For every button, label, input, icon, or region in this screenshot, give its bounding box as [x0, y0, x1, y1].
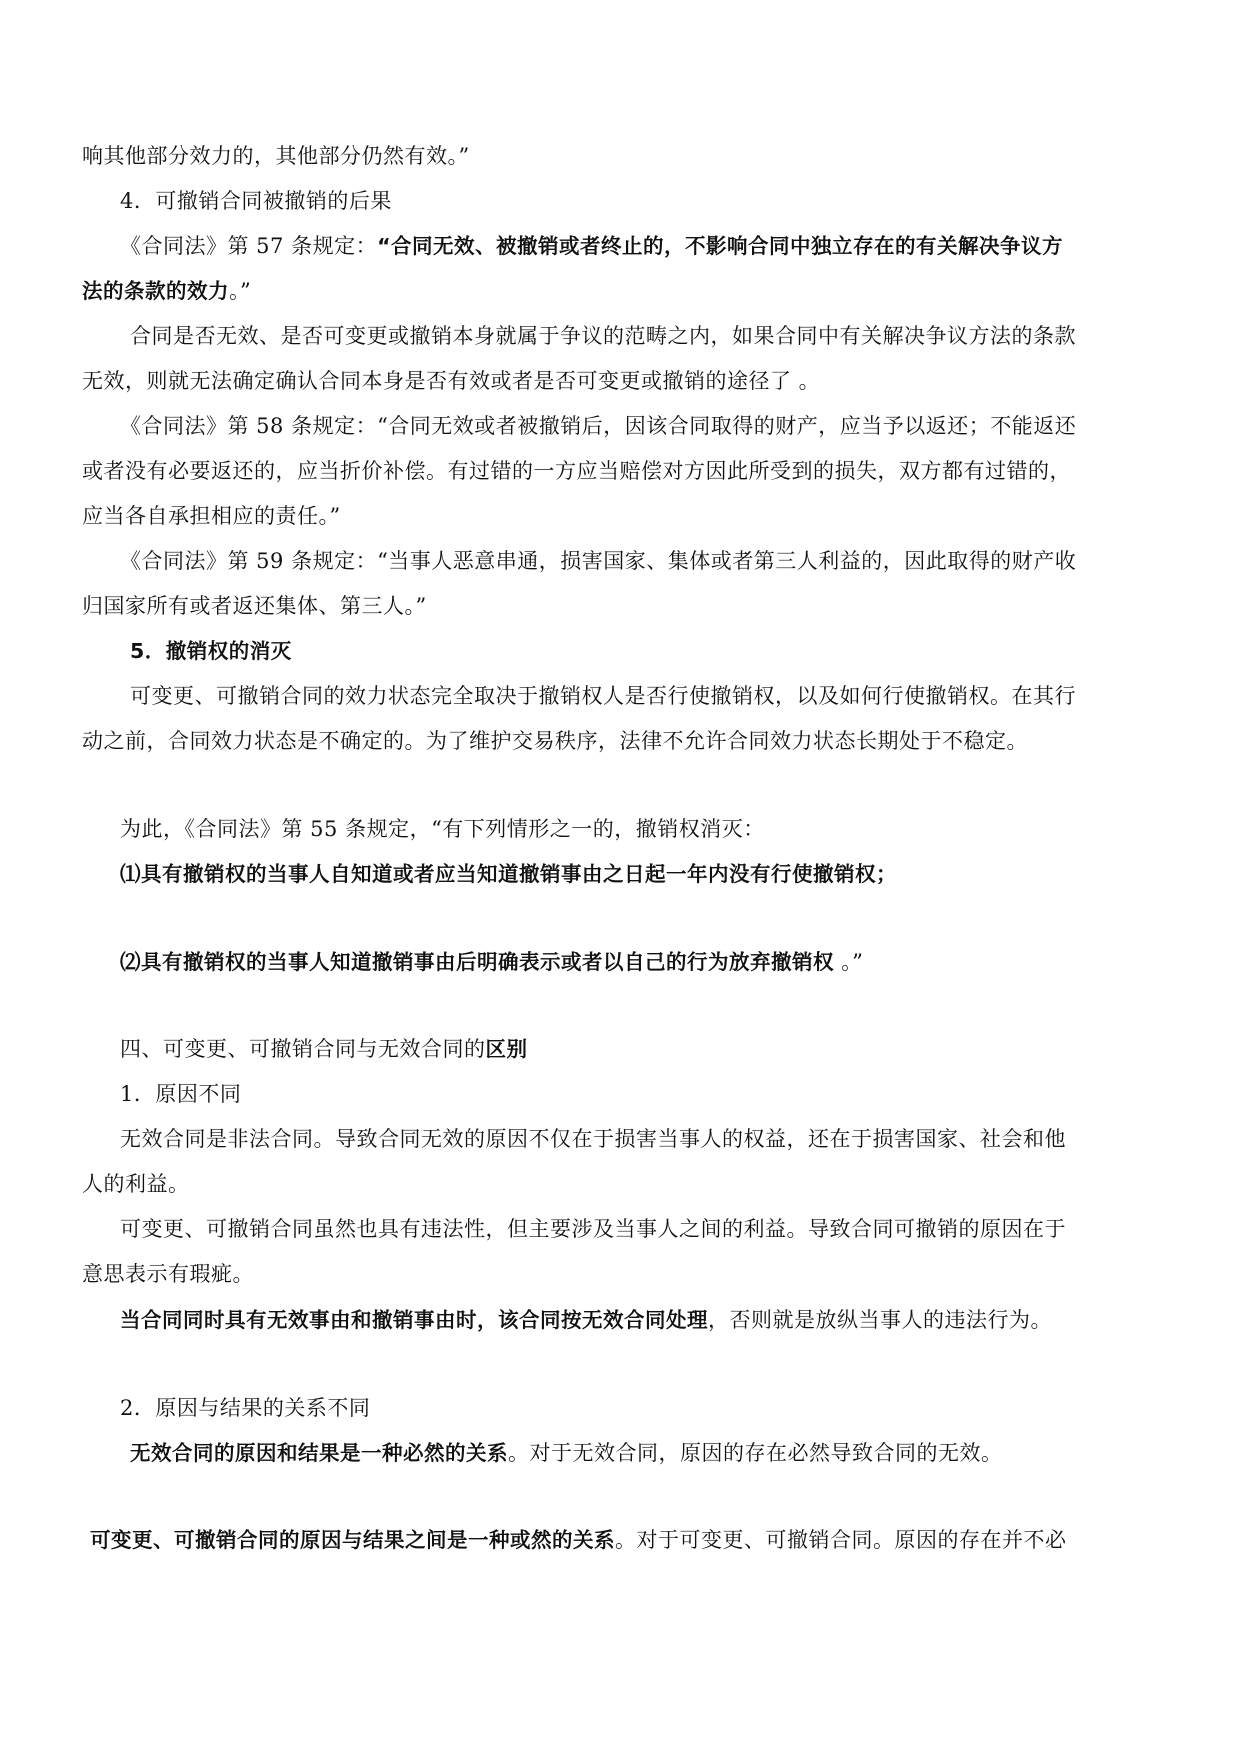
text-run: 可变更、可撤销合同的效力状态完全取决于撤销权人是否行使撤销权，以及如何行使撤销权。在其行 [130, 684, 1076, 708]
text-run: ，否则就是放纵当事人的违法行为。 [708, 1308, 1052, 1332]
text-run: 人的利益。 [82, 1172, 190, 1196]
paragraph-line [120, 411, 1076, 441]
text-run: 。对于无效合同，原因的存在必然导致合同的无效。 [508, 1441, 1003, 1465]
text-run: 归国家所有或者返还集体、第三人。” [82, 594, 427, 618]
paragraph-line [90, 1525, 1067, 1555]
text-run: 响其他部分效力的，其他部分仍然有效。” [82, 144, 470, 168]
section-heading [120, 1079, 241, 1109]
bold-text-run: 当合同同时具有无效事由和撤销事由时，该合同按无效合同处理 [120, 1308, 708, 1332]
text-run: 意思表示有瑕疵。 [82, 1262, 254, 1286]
paragraph-line [130, 321, 1076, 351]
paragraph-line [120, 546, 1076, 576]
text-run: 无效，则就无法确定确认合同本身是否有效或者是否可变更或撤销的途径了 。 [82, 369, 821, 393]
text-run: 应当各自承担相应的责任。” [82, 504, 341, 528]
bold-heading-text: 区别 [485, 1037, 528, 1061]
bold-text-run: 可变更、可撤销合同的原因与结果之间是一种或然的关系 [90, 1528, 615, 1552]
paragraph-line [120, 1214, 1066, 1244]
text-run: 。” [834, 950, 864, 974]
text-run: 合同是否无效、是否可变更或撤销本身就属于争议的范畴之内，如果合同中有关解决争议方法的条款 [130, 324, 1076, 348]
paragraph-line [82, 591, 427, 621]
list-item [120, 859, 897, 889]
bold-text-run: ⑵具有撤销权的当事人知道撤销事由后明确表示或者以自己的行为放弃撤销权 [120, 950, 834, 974]
paragraph-line [82, 1259, 254, 1289]
section-heading [120, 186, 392, 216]
bold-heading-text: 5．撤销权的消灭 [130, 639, 292, 663]
text-run: 动之前，合同效力状态是不确定的。为了维护交易秩序，法律不允许合同效力状态长期处于不稳定。 [82, 729, 1028, 753]
bold-text-run: “合同无效、被撤销或者终止的，不影响合同中独立存在的有关解决争议方 [377, 234, 1064, 258]
bold-text-run: 无效合同的原因和结果是一种必然的关系 [130, 1441, 508, 1465]
paragraph-line [82, 141, 470, 171]
text-run: 或者没有必要返还的，应当折价补偿。有过错的一方应当赔偿对方因此所受到的损失，双方都有过错的， [82, 459, 1071, 483]
paragraph-line [82, 726, 1028, 756]
paragraph-line [82, 456, 1071, 486]
list-item [120, 947, 863, 977]
section-heading [120, 1393, 370, 1423]
heading-text: 4．可撤销合同被撤销的后果 [120, 189, 392, 213]
bold-text-run: ⑴具有撤销权的当事人自知道或者应当知道撤销事由之日起一年内没有行使撤销权； [120, 862, 897, 886]
heading-text: 2．原因与结果的关系不同 [120, 1396, 371, 1420]
bold-text-run: 法的条款的效力 [82, 279, 229, 303]
text-run: 《合同法》第 59 条规定：“当事人恶意串通，损害国家、集体或者第三人利益的，因此取得的财产收 [120, 549, 1077, 573]
text-run: 。对于可变更、可撤销合同。原因的存在并不必 [615, 1528, 1067, 1552]
paragraph-line [120, 1305, 1052, 1335]
text-run: 《合同法》第 57 条规定： [120, 234, 378, 258]
text-run: 无效合同是非法合同。导致合同无效的原因不仅在于损害当事人的权益，还在于损害国家、社会和他 [120, 1127, 1066, 1151]
paragraph-line [82, 1169, 190, 1199]
paragraph-line [120, 814, 765, 844]
text-run: 《合同法》第 58 条规定：“合同无效或者被撤销后，因该合同取得的财产，应当予以返还；不能返还 [120, 414, 1077, 438]
paragraph-line [82, 501, 341, 531]
paragraph-line [82, 366, 820, 396]
text-run: 。” [229, 279, 252, 303]
section-heading [120, 1034, 528, 1064]
paragraph-line [82, 276, 251, 306]
paragraph-line [130, 1438, 1003, 1468]
text-run: 可变更、可撤销合同虽然也具有违法性，但主要涉及当事人之间的利益。导致合同可撤销的原因在于 [120, 1217, 1066, 1241]
section-heading [130, 636, 292, 666]
paragraph-line [130, 681, 1076, 711]
paragraph-line [120, 231, 1063, 261]
paragraph-line [120, 1124, 1066, 1154]
heading-text: 1．原因不同 [120, 1082, 242, 1106]
heading-text: 四、可变更、可撤销合同与无效合同的 [120, 1037, 486, 1061]
text-run: 为此，《合同法》第 55 条规定，“有下列情形之一的，撤销权消灭： [120, 817, 765, 841]
